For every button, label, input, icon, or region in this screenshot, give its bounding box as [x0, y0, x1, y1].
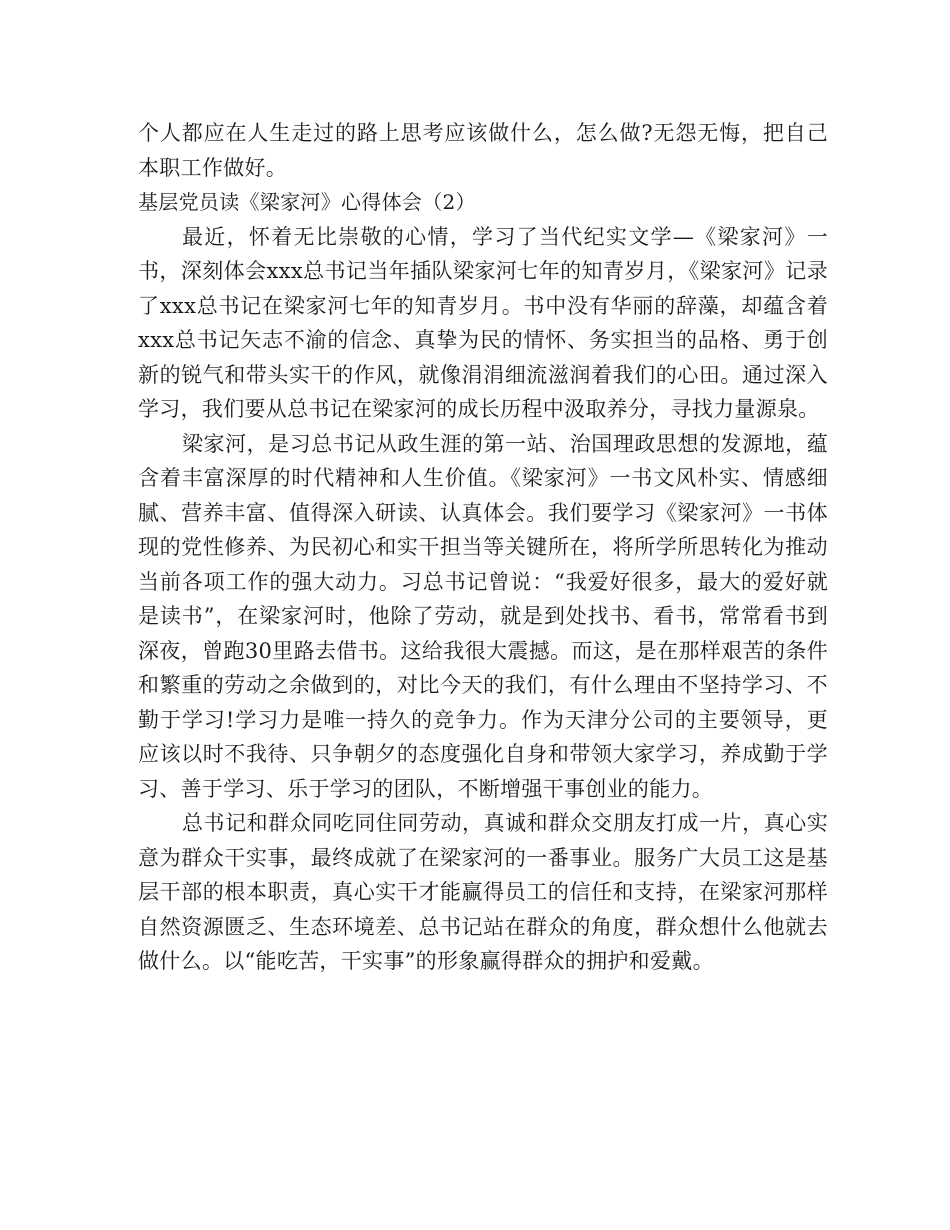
paragraph-3: 总书记和群众同吃同住同劳动，真诚和群众交朋友打成一片，真心实意为群众干实事，最终成就了在梁家河的一番事业。服务广大员工这是基层干部的根本职责，真心实干才能赢得员工的信任和支持，在梁家河那样自然资源匮乏、生态环境差、总书记站在群众的角度，群众想什么他就去做什么。以“能吃苦，干实事”的形象赢得群众的拥护和爱戴。	[138, 811, 828, 973]
document-body	[138, 116, 828, 979]
section-heading: 基层党员读《梁家河》心得体会（2）	[138, 190, 476, 214]
paragraph-continuation: 个人都应在人生走过的路上思考应该做什么，怎么做?无怨无悔，把自己本职工作做好。	[138, 121, 828, 180]
paragraph-1: 最近，怀着无比崇敬的心情，学习了当代纪实文学—《梁家河》一书，深刻体会xxx总书记当年插队梁家河七年的知青岁月，《梁家河》记录了xxx总书记在梁家河七年的知青岁月。书中没有华丽的辞藻，却蕴含着xxx总书记矢志不渝的信念、真挚为民的情怀、务实担当的品格、勇于创新的锐气和带头实干的作风，就像涓涓细流滋润着我们的心田。通过深入学习，我们要从总书记在梁家河的成长历程中汲取养分，寻找力量源泉。	[138, 224, 828, 421]
paragraph-2: 梁家河，是习总书记从政生涯的第一站、治国理政思想的发源地，蕴含着丰富深厚的时代精神和人生价值。《梁家河》一书文风朴实、情感细腻、营养丰富、值得深入研读、认真体会。我们要学习《梁家河》一书体现的党性修养、为民初心和实干担当等关键所在，将所学所思转化为推动当前各项工作的强大动力。习总书记曾说：“我爱好很多，最大的爱好就是读书”，在梁家河时，他除了劳动，就是到处找书、看书，常常看书到深夜，曾跑30里路去借书。这给我很大震撼。而这，是在那样艰苦的条件和繁重的劳动之余做到的，对比今天的我们，有什么理由不坚持学习、不勤于学习!学习力是唯一持久的竞争力。作为天津分公司的主要领导，更应该以时不我待、只争朝夕的态度强化自身和带领大家学习，养成勤于学习、善于学习、乐于学习的团队，不断增强干事创业的能力。	[138, 431, 828, 801]
